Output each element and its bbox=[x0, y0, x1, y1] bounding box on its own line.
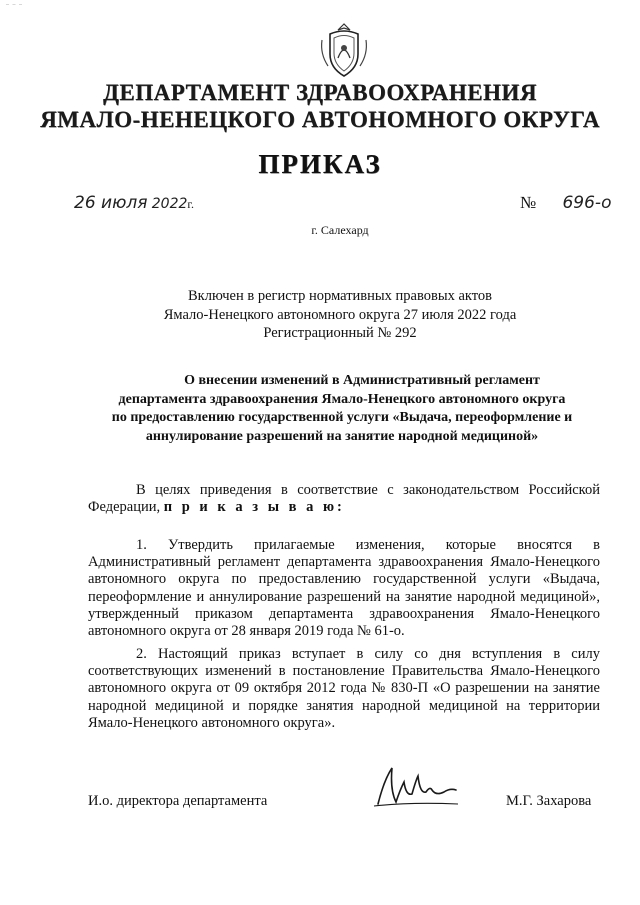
city-line: г. Салехард bbox=[311, 223, 369, 237]
signer-name: М.Г. Захарова bbox=[506, 793, 592, 809]
number-sign: № bbox=[520, 193, 537, 212]
coat-of-arms-emblem bbox=[316, 20, 372, 80]
registry-line3: Регистрационный № 292 bbox=[263, 325, 417, 341]
handwritten-date: 26 июля bbox=[74, 193, 148, 213]
intro-text: В целях приведения в соответствие с законодательством Российской Федерации, bbox=[88, 482, 600, 516]
document-type-heading: ПРИКАЗ bbox=[258, 149, 382, 179]
order-number bbox=[520, 193, 611, 213]
order-word: п р и к а з ы в а ю: bbox=[163, 499, 345, 516]
year-suffix: г. bbox=[187, 197, 194, 211]
department-name-line2: ЯМАЛО-НЕНЕЦКОГО АВТОНОМНОГО ОКРУГА bbox=[40, 107, 600, 132]
handwritten-year: 2022 bbox=[151, 196, 188, 212]
registry-line2: Ямало-Ненецкого автономного округа 27 июля 2022 года bbox=[163, 306, 517, 323]
handwritten-number: 696-о bbox=[562, 193, 612, 213]
item-2-paragraph: 2. Настоящий приказ вступает в силу со дня вступления в силу соответствующих изменений в постановление Правительства Ямало-Ненецкого автономного округа от 09 октября 2012 года № 830-П «О разрешении на занятие народной медициной и порядке занятия народной медициной на территории Ямало-Ненецкого автономного округа». bbox=[88, 646, 600, 731]
title-line4: аннулирование разрешений на занятие народной медициной» bbox=[145, 428, 539, 444]
order-date bbox=[74, 193, 194, 213]
title-line3: по предоставлению государственной услуги «Выдача, переоформление и bbox=[111, 410, 573, 425]
title-line2: департамента здравоохранения Ямало-Ненецкого автономного округа bbox=[118, 391, 566, 407]
signer-position: И.о. директора департамента bbox=[88, 793, 268, 809]
item-1-paragraph: 1. Утвердить прилагаемые изменения, которые вносятся в Административный регламент департамента здравоохранения Ямало-Ненецкого автономного округа по предоставлению государственной услуги «Выдача, переоформление и аннулирование разрешений на занятие народной медициной», утвержденный приказом департамента здравоохранения Ямало-Ненецкого автономного округа от 28 января 2019 года № 61-о. bbox=[88, 537, 600, 640]
scan-artifact: – – – bbox=[6, 2, 23, 8]
intro-paragraph bbox=[88, 482, 600, 516]
department-name-line1: ДЕПАРТАМЕНТ ЗДРАВООХРАНЕНИЯ bbox=[103, 80, 537, 105]
handwritten-signature bbox=[370, 760, 462, 814]
registry-line1: Включен в регистр нормативных правовых актов bbox=[188, 288, 492, 304]
title-line1: О внесении изменений в Административный регламент bbox=[184, 373, 540, 388]
registry-stamp bbox=[0, 287, 640, 343]
order-title bbox=[62, 372, 622, 446]
